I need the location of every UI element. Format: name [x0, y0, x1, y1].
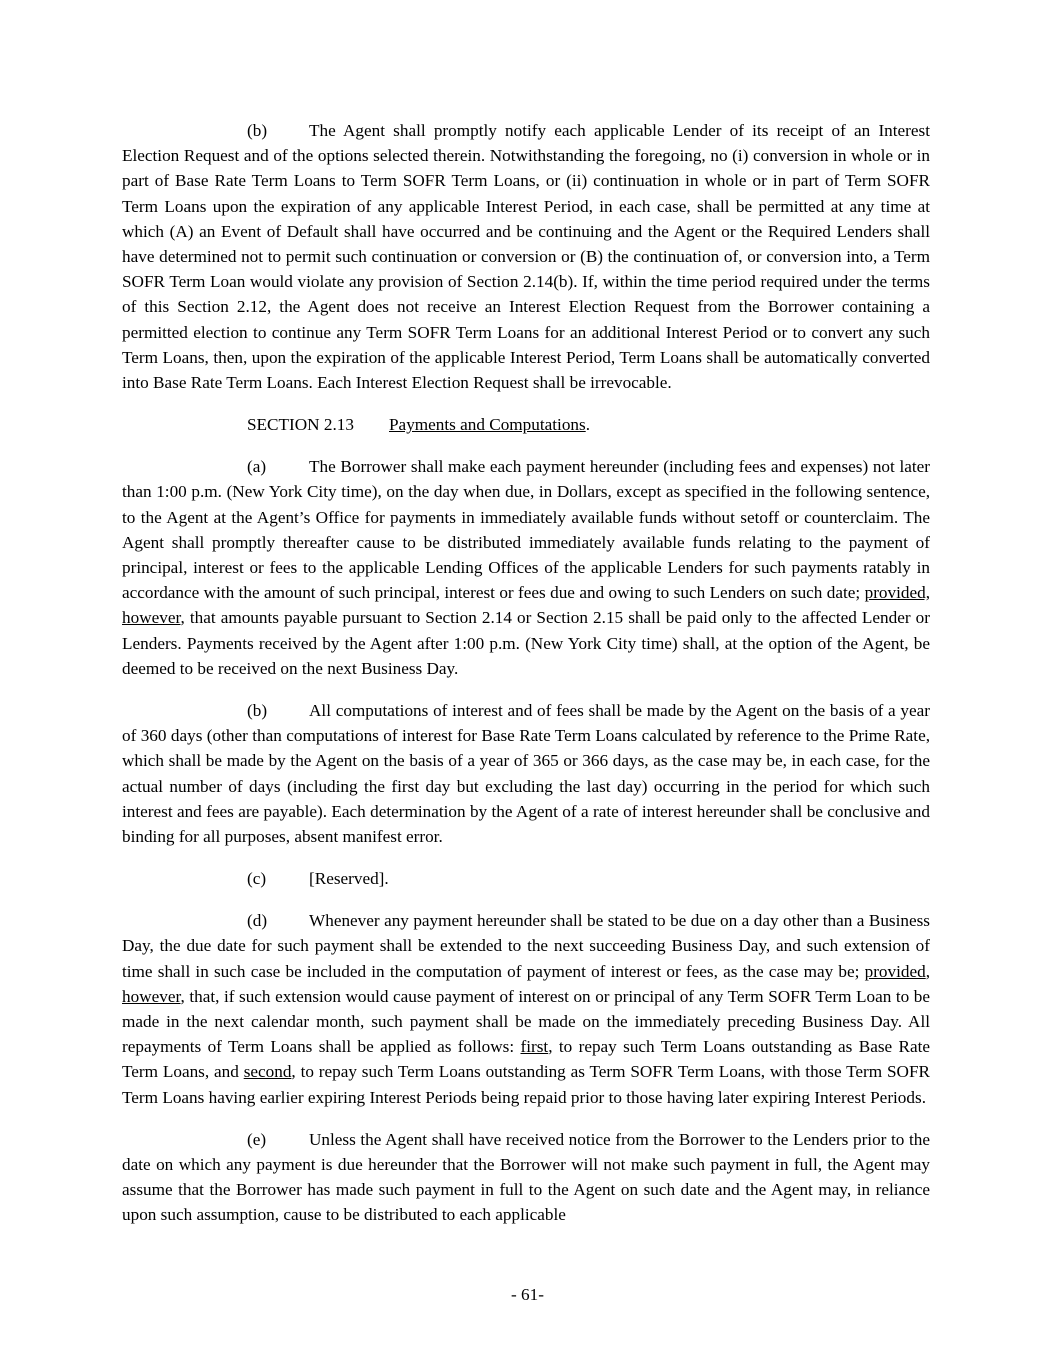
segment-text: Whenever any payment hereunder shall be stated to be due on a day other than a Business Day, the due date for such payment shall be extended to the next succeeding Business Day, and such extension of time shall in such case be included in the computation of payment of interest or fees, as the case may be; — [122, 911, 930, 981]
paragraph-e — [122, 1127, 930, 1228]
page-number: - 61- — [511, 1284, 544, 1304]
segment-underlined: second — [243, 1062, 292, 1082]
paragraph-d — [122, 908, 930, 1110]
segment-text: , — [925, 961, 930, 981]
paragraph-marker-a: (a) — [247, 457, 267, 477]
paragraph-b-intro — [122, 118, 930, 395]
section-heading — [122, 412, 930, 437]
segment-text: Unless the Agent shall have received notice from the Borrower to the Lenders prior to the date on which any payment is due hereunder that the Borrower will not make such payment in full, the Agent may assume that the Borrower has made such payment in full to the Agent on such date and the Agent may, in reliance upon such assumption, cause to be distributed to each applicable — [122, 1129, 930, 1225]
paragraph-marker-e: (e) — [247, 1129, 267, 1149]
paragraph-b-text: The Agent shall promptly notify each applicable Lender of its receipt of an Interest Election Request and of the options selected therein. Notwithstanding the foregoing, no (i) conversion in whole or in part of Base Rate Term Loans to Term SOFR Term Loans, or (ii) continuation in whole or in part of Term SOFR Term Loans upon the expiration of any applicable Interest Period, in each case, shall be permitted at any time at which (A) an Event of Default shall have occurred and be continuing and the Agent or the Required Lenders shall have determined not to permit such continuation or conversion or (B) the continuation of, or conversion into, a Term SOFR Term Loan would violate any provision of Section 2.14(b). If, within the time period required under the terms of this Section 2.12, the Agent does not receive an Interest Election Request from the Borrower containing a permitted election to continue any Term SOFR Term Loans for an additional Interest Period or to convert any such Term Loans, then, upon the expiration of the applicable Interest Period, Term Loans shall be automatically converted into Base Rate Term Loans. Each Interest Election Request shall be irrevocable. — [122, 121, 930, 392]
segment-text: , that, if such extension would cause payment of interest on or principal of any Term SOFR Term Loan to be made in the next calendar month, such payment shall be made on the immediately preceding Business Day. All repayments of Term Loans shall be applied as follows: — [122, 986, 930, 1057]
segment-underlined: first — [520, 1037, 549, 1057]
segment-text: , that amounts payable pursuant to Section 2.14 or Section 2.15 shall be paid only to the affected Lender or Lenders. Payments received by the Agent after 1:00 p.m. (New York City time) shall, at the option of the Agent, be deemed to be received on the next Business Day. — [122, 608, 930, 678]
paragraph-marker-b2: (b) — [247, 700, 268, 720]
paragraph-marker-d: (d) — [247, 911, 268, 931]
section-number: SECTION 2.13 — [247, 415, 354, 435]
segment-underlined: provided, however — [122, 583, 930, 628]
segment-underlined: provided — [864, 961, 926, 981]
paragraph-c — [122, 866, 930, 891]
segment-underlined: however — [122, 986, 181, 1006]
paragraph-marker-c: (c) — [247, 869, 267, 889]
segment-text: All computations of interest and of fees shall be made by the Agent on the basis of a year of 360 days (other than computations of interest for Base Rate Term Loans calculated by reference to the Prime Rate, which shall be made by the Agent on the basis of a year of 365 or 366 days, as the case may be, in each case, for the actual number of days (including the first day but excluding the last day) occurring in the period for which such interest and fees are payable). Each determination by the Agent of a rate of interest hereunder shall be conclusive and binding for all purposes, absent manifest error. — [122, 700, 930, 846]
paragraph-a — [122, 454, 930, 681]
paragraph-marker-b: (b) — [247, 121, 268, 140]
section-title-period: . — [585, 415, 590, 435]
section-title: Payments and Computations — [389, 415, 586, 435]
segment-text: , to repay such Term Loans outstanding as Term SOFR Term Loans, with those Term SOFR Term Loans having earlier expiring Interest Periods being repaid prior to those having later expiring Interest Periods. — [122, 1062, 930, 1107]
paragraph-b — [122, 698, 930, 849]
segment-text: , to repay such Term Loans outstanding as Base Rate Term Loans, and — [122, 1037, 931, 1082]
segment-text: The Borrower shall make each payment hereunder (including fees and expenses) not later than 1:00 p.m. (New York City time), on the day when due, in Dollars, except as specified in the following sentence, to the Agent at the Agent’s Office for payments in immediately available funds without setoff or counterclaim. The Agent shall promptly thereafter cause to be distributed immediately available funds relating to the payment of principal, interest or fees to the applicable Lending Offices of the applicable Lenders for such payments ratably in accordance with the amount of such principal, interest or fees due and owing to such Lenders on such date; — [122, 457, 930, 603]
segment-text: [Reserved]. — [309, 869, 389, 889]
